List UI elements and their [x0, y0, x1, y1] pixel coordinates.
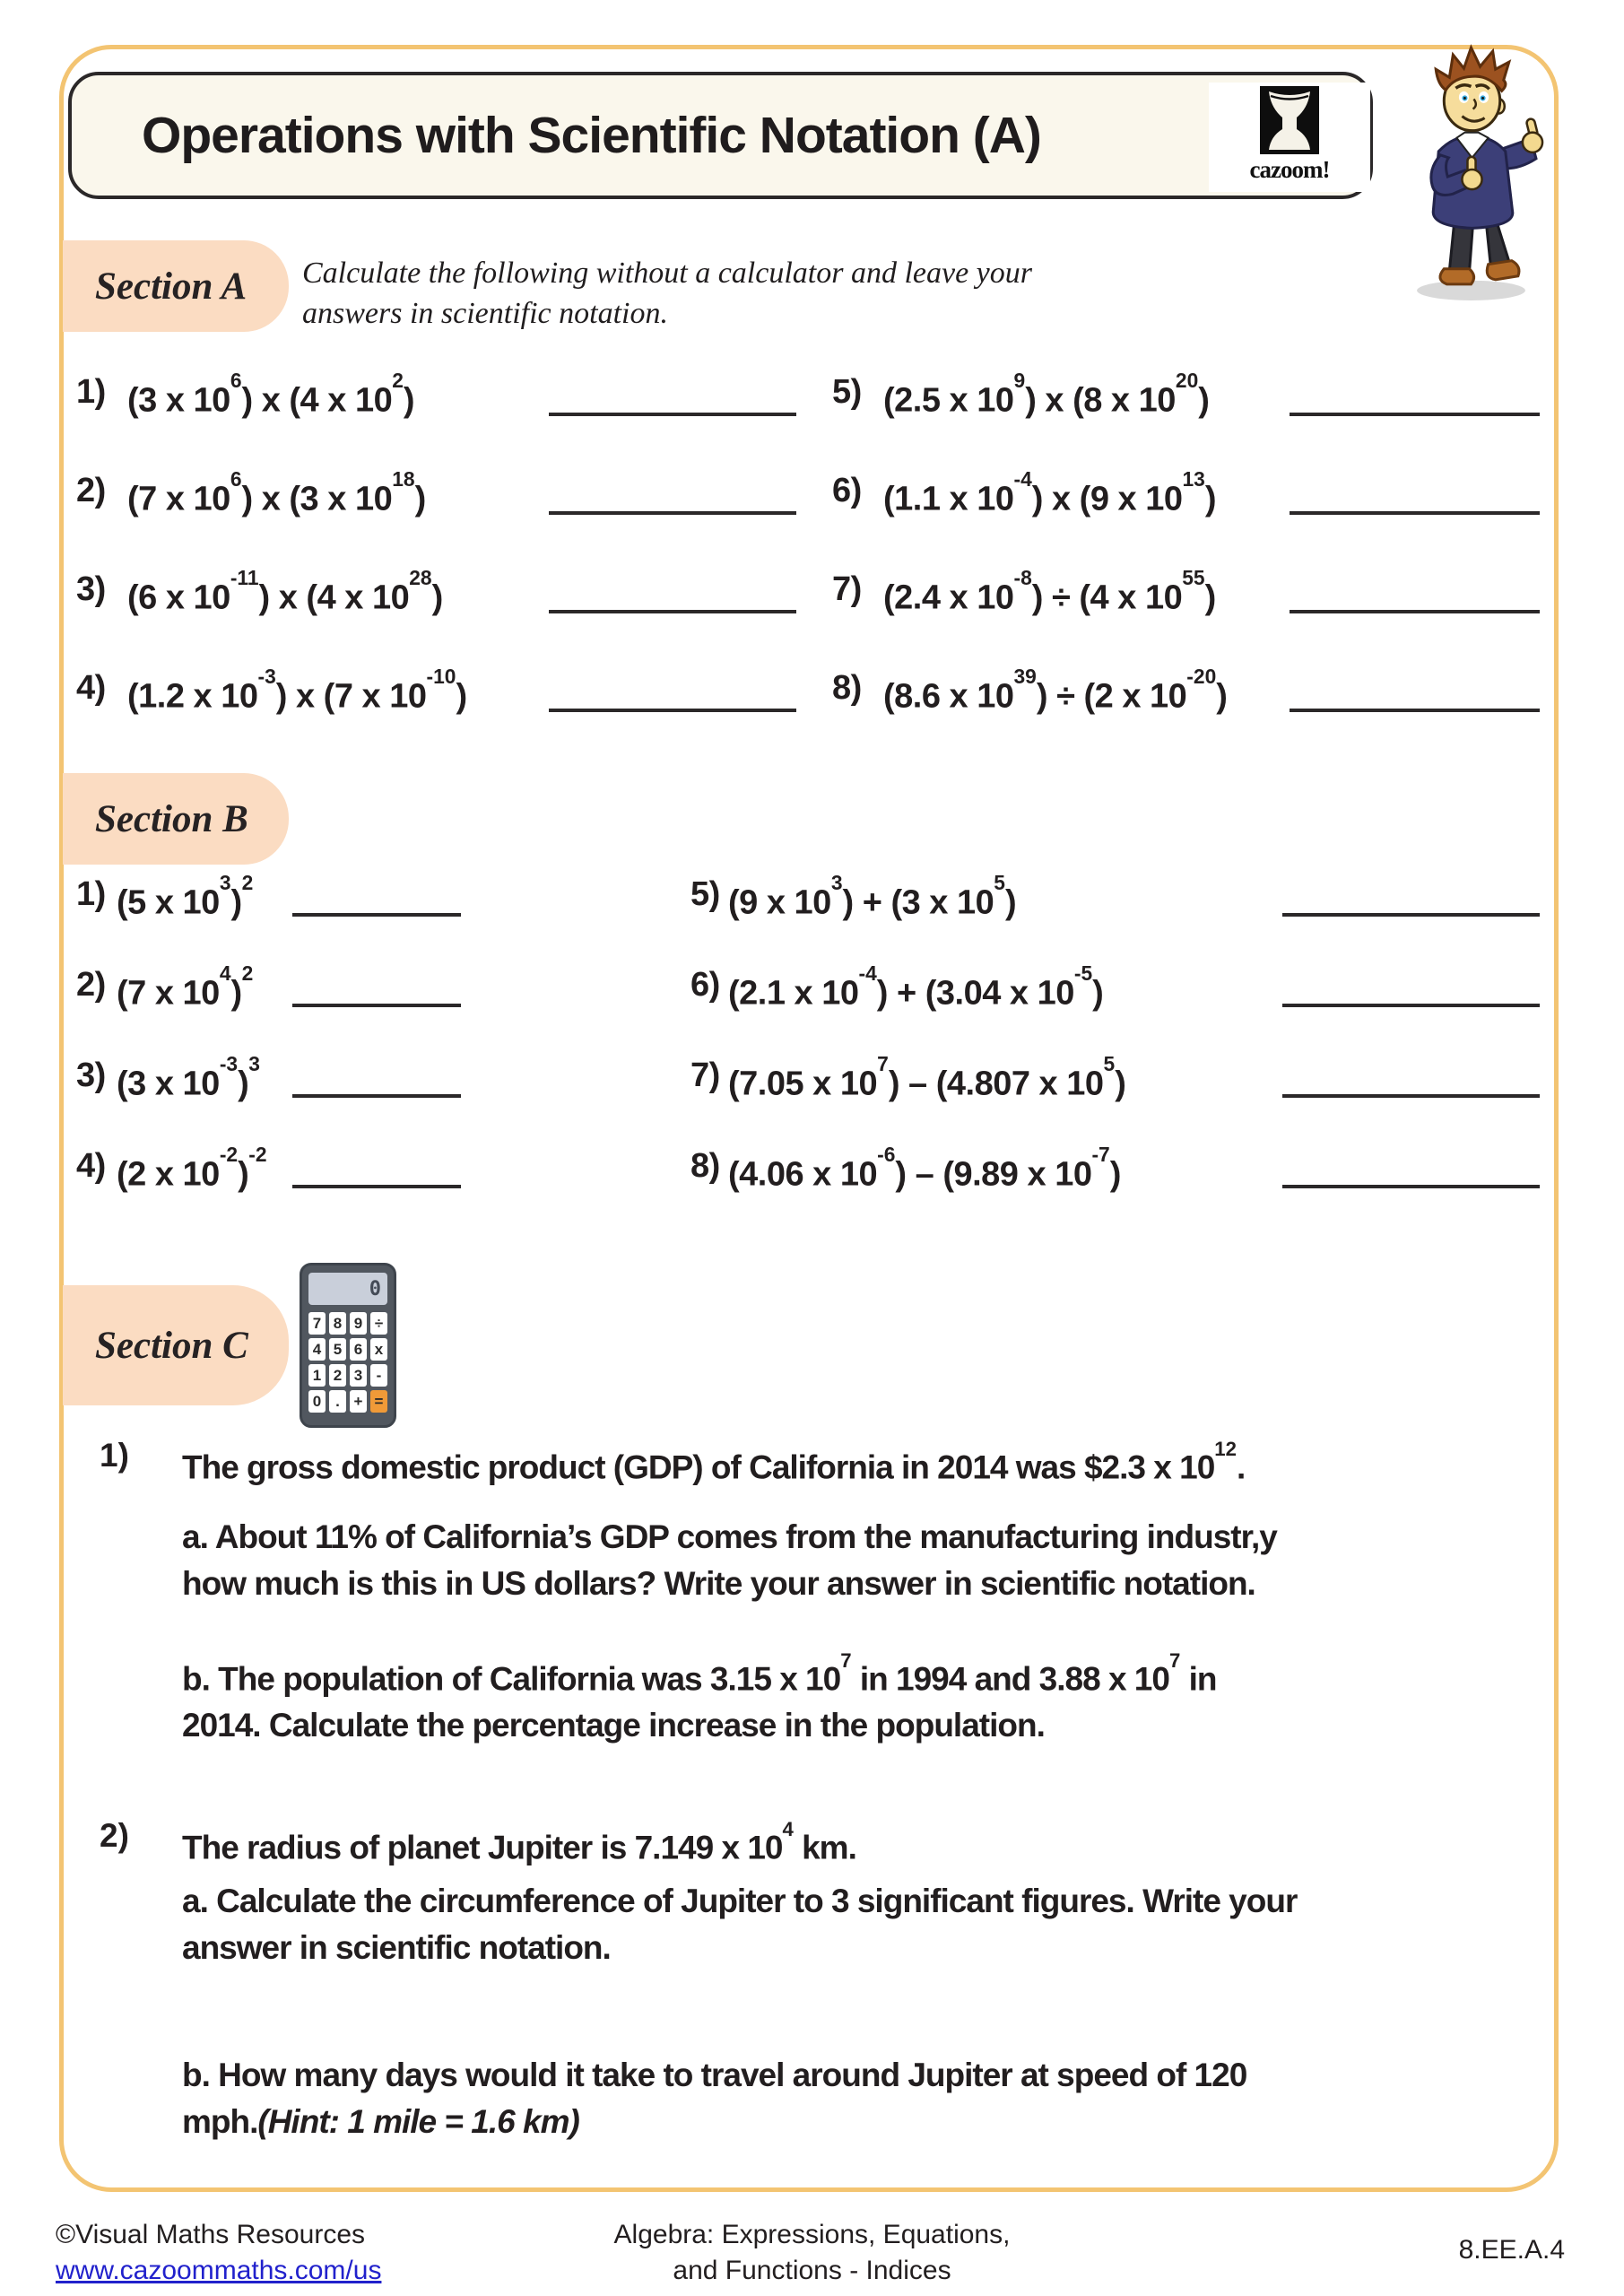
problem-number: 8) — [832, 669, 862, 707]
question-2-number: 2) — [100, 1817, 129, 1854]
problem-expression: (8.6 x $10^{39}) \div (2$ x $10^{-20}$) — [883, 665, 1228, 716]
problem-row — [76, 467, 798, 569]
mascot-boy-illustration — [1379, 43, 1563, 305]
calculator-key: 6 — [350, 1338, 367, 1361]
hint-text: (Hint: 1 mile = 1.6 km) — [257, 2103, 579, 2140]
question-line: a. Calculate the circumference of Jupiter to 3 significant figures. Write your — [182, 1883, 1298, 1919]
standard-code: 8.EE.A.4 — [1458, 2235, 1565, 2265]
problem-number: 3) — [76, 1057, 106, 1094]
calculator-key: = — [370, 1390, 387, 1413]
section-b-label — [63, 773, 289, 865]
section-c-label — [63, 1285, 289, 1405]
cazoom-logo-square — [1260, 86, 1319, 154]
problem-row — [76, 961, 464, 1055]
calculator-key: 0 — [308, 1390, 326, 1413]
instruction-line: answers in scientific notation. — [302, 297, 668, 330]
problem-row — [76, 667, 798, 766]
question-1-number: 1) — [100, 1437, 129, 1474]
question-1-text — [182, 1437, 1437, 1491]
question-line: answer in scientific notation. — [182, 1929, 611, 1966]
calculator-key: 3 — [350, 1364, 367, 1387]
problem-expression: (2.5 x $10^9$) x (8 x $10^{20}$) — [883, 369, 1210, 420]
problem-expression: (9 x $10^3) + (3$ x $10^5$) — [728, 871, 1017, 922]
problem-row — [690, 961, 1542, 1055]
section-a-right-column — [832, 371, 1542, 766]
worksheet-title: Operations with Scientific Notation (A) — [142, 107, 1041, 164]
djembe-drum-icon — [1260, 86, 1319, 154]
problem-expression: (7 x $10^6$) x (3 x $10^{18}$) — [127, 467, 426, 518]
problem-expression: (5 x $10^3)^2$ — [117, 871, 254, 922]
calculator-key: 1 — [308, 1364, 326, 1387]
problem-number: 5) — [832, 373, 862, 411]
problem-number: 6) — [690, 966, 720, 1004]
calculator-keypad — [308, 1312, 387, 1413]
problem-row — [832, 667, 1542, 766]
answer-line — [549, 610, 796, 613]
problem-expression: (7.05 x $10^7) - (4.807$ x $10^5$) — [728, 1052, 1126, 1103]
section-a-label-text: Section A — [95, 265, 248, 308]
calculator-key: x — [370, 1338, 387, 1361]
problem-number: 4) — [76, 1147, 106, 1185]
question-line: a. About 11% of California’s GDP comes from the manufacturing industr,y — [182, 1518, 1277, 1555]
problem-row — [832, 566, 1542, 667]
question-2b-text — [182, 2052, 1437, 2145]
problem-number: 2) — [76, 966, 106, 1004]
answer-line — [1290, 610, 1540, 613]
problem-row — [832, 371, 1542, 470]
question-2-text — [182, 1817, 1437, 1871]
calculator-key: ÷ — [370, 1312, 387, 1335]
problem-expression: (3 x $10^6$) x (4 x $10^2$) — [127, 369, 415, 420]
problem-row — [690, 1145, 1542, 1236]
website-link[interactable]: www.cazoommaths.com/us — [56, 2256, 382, 2285]
problem-number: 8) — [690, 1147, 720, 1185]
answer-line — [292, 1094, 461, 1098]
question-1b-text — [182, 1648, 1437, 1749]
cazoom-logo-text: cazoom! — [1249, 156, 1330, 183]
calculator-key: 8 — [329, 1312, 346, 1335]
problem-number: 4) — [76, 669, 106, 707]
topic-line: and Functions - Indices — [673, 2256, 951, 2285]
problem-expression: (1.2 x $10^{-3}$) x (7 x $10^{-10}$) — [127, 665, 467, 716]
copyright-text: ©Visual Maths Resources — [56, 2220, 366, 2249]
problem-row — [690, 871, 1542, 964]
answer-line — [292, 1004, 461, 1007]
question-1a-text — [182, 1514, 1437, 1607]
answer-line — [1290, 511, 1540, 515]
problem-row — [690, 1052, 1542, 1145]
answer-line — [1282, 1185, 1540, 1188]
problem-number: 1) — [76, 875, 106, 913]
calculator-display: 0 — [308, 1273, 387, 1305]
problem-expression: (4.06 x $10^{-6}) - (9.89$ x $10^{-7}$) — [728, 1143, 1121, 1194]
problem-expression: (6 x $10^{-11}$) x (4 x $10^{28}$) — [127, 566, 443, 617]
question-line: 2014. Calculate the percentage increase in the population. — [182, 1707, 1045, 1744]
problem-number: 6) — [832, 472, 862, 509]
footer-topic-block — [0, 2217, 1624, 2289]
answer-line — [1290, 709, 1540, 712]
section-b-left-column — [76, 871, 464, 1236]
answer-line — [549, 413, 796, 416]
section-a-left-column — [76, 371, 798, 766]
problem-row — [76, 566, 798, 667]
section-b-label-text: Section B — [95, 797, 248, 840]
calculator-key: 5 — [329, 1338, 346, 1361]
problem-expression: (2.4 x $10^{-8}) \div (4$ x $10^{55}$) — [883, 566, 1216, 617]
question-line: The gross domestic product (GDP) of California in 2014 was $2.3 x $10^{12}$. — [182, 1437, 1246, 1486]
question-line: mph.(Hint: 1 mile = 1.6 km) — [182, 2103, 579, 2140]
problem-number: 1) — [76, 373, 106, 411]
problem-row — [76, 1145, 464, 1236]
calculator-key: 4 — [308, 1338, 326, 1361]
topic-line: Algebra: Expressions, Equations, — [613, 2220, 1011, 2249]
calculator-key: 2 — [329, 1364, 346, 1387]
answer-line — [292, 913, 461, 917]
answer-line — [549, 709, 796, 712]
problem-number: 5) — [690, 875, 720, 913]
problem-expression: (2 x $10^{-2})^{-2}$ — [117, 1143, 267, 1194]
problem-expression: (7 x $10^4)^2$ — [117, 961, 254, 1013]
section-c-label-text: Section C — [95, 1324, 248, 1367]
answer-line — [292, 1185, 461, 1188]
answer-line — [1282, 913, 1540, 917]
problem-row — [76, 871, 464, 964]
question-line: b. The population of California was 3.15 x $10^7$ in 1994 and 3.88 x $10^7$ in — [182, 1648, 1217, 1698]
problem-number: 2) — [76, 472, 106, 509]
calculator-key: 9 — [350, 1312, 367, 1335]
answer-line — [1282, 1004, 1540, 1007]
question-line: how much is this in US dollars? Write your answer in scientific notation. — [182, 1565, 1255, 1602]
instruction-line: Calculate the following without a calculator and leave your — [302, 257, 1033, 290]
section-a-instructions — [302, 253, 1032, 334]
calculator-key: - — [370, 1364, 387, 1387]
problem-expression: (1.1 x $10^{-4}$) x (9 x $10^{13}$) — [883, 467, 1217, 518]
problem-row — [76, 1052, 464, 1145]
question-2a-text — [182, 1878, 1437, 1971]
section-a-label — [63, 240, 289, 332]
problem-number: 7) — [690, 1057, 720, 1094]
problem-expression: (2.1 x $10^{-4}) + (3.04$ x $10^{-5}$) — [728, 961, 1104, 1013]
question-line: The radius of planet Jupiter is 7.149 x $10^4$ km. — [182, 1817, 856, 1866]
answer-line — [1290, 413, 1540, 416]
section-b-right-column — [690, 871, 1542, 1236]
answer-line — [549, 511, 796, 515]
calculator-key: 7 — [308, 1312, 326, 1335]
calculator-key: . — [329, 1390, 346, 1413]
problem-row — [76, 371, 798, 470]
problem-number: 3) — [76, 570, 106, 608]
title-box — [68, 72, 1373, 199]
answer-line — [1282, 1094, 1540, 1098]
calculator-icon — [300, 1263, 396, 1428]
problem-number: 7) — [832, 570, 862, 608]
question-line: b. How many days would it take to travel around Jupiter at speed of 120 — [182, 2057, 1247, 2093]
problem-expression: (3 x $10^{-3})^3$ — [117, 1052, 260, 1103]
calculator-key: + — [350, 1390, 367, 1413]
cazoom-logo — [1209, 83, 1370, 192]
problem-row — [832, 467, 1542, 569]
